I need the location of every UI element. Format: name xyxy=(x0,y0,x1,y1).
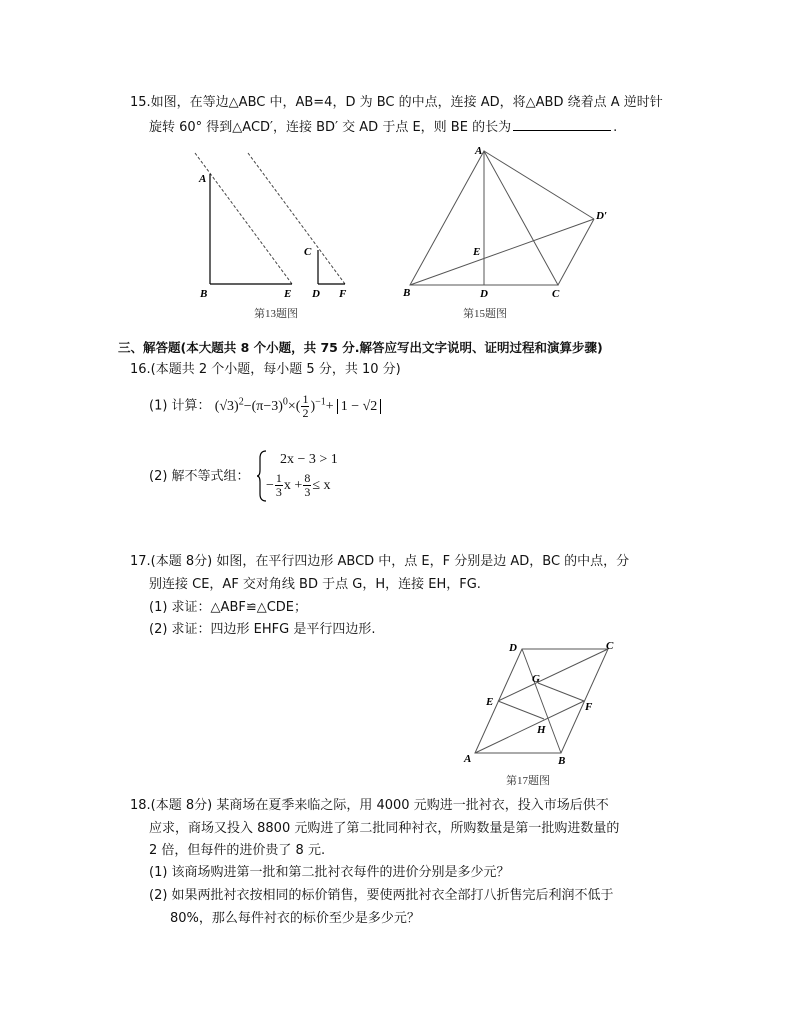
fig17-label-b: B xyxy=(558,755,566,767)
figure-17 xyxy=(460,640,625,770)
q16-inequality-1: 2x − 3 > 1 xyxy=(280,452,338,467)
fig17-label-a: A xyxy=(464,753,472,765)
fig17-segment-fg xyxy=(538,683,584,701)
q17-line1: 17.(本题 8分) 如图，在平行四边形 ABCD 中，点 E，F 分别是边 AD，BC 的中点，分 xyxy=(130,554,630,569)
fig15-label-a: A xyxy=(475,145,483,157)
q16-ineq2-leq-x: ≤ x xyxy=(312,478,331,493)
fig13-label-d: D xyxy=(312,288,320,300)
fig17-segment-af xyxy=(475,701,584,753)
q15-line2-end: . xyxy=(613,120,618,135)
fig17-label-h: H xyxy=(537,724,546,736)
q16-p1-pi-term: −(π−3) xyxy=(243,398,283,414)
q16-p1-frac-num: 1 xyxy=(302,391,309,406)
fig13-dashed-line-2 xyxy=(248,153,345,284)
fig17-segment-eh xyxy=(498,701,544,719)
q16-ineq2-frac2 xyxy=(303,472,311,499)
q16-part2-label: (2) 解不等式组： xyxy=(149,469,250,484)
q16-p1-abs: 1 − √2 xyxy=(337,399,382,414)
fig13-label-a: A xyxy=(199,173,207,185)
q16-ineq2-frac2-num: 8 xyxy=(304,471,311,486)
q16-ineq2-x-plus: x + xyxy=(283,478,303,493)
q17-line2: 别连接 CE，AF 交对角线 BD 于点 G，H，连接 EH，FG. xyxy=(149,577,481,592)
fig13-caption: 第13题图 xyxy=(254,308,298,320)
q16-ineq2-frac2-den: 3 xyxy=(304,485,311,500)
q18-part2-line2: 80%，那么每件衬衣的标价至少是多少元？ xyxy=(170,911,420,926)
q18-part1: (1) 该商场购进第一批和第二批衬衣每件的进价分别是多少元？ xyxy=(149,865,510,880)
q16-title: 16.(本题共 2 个小题，每小题 5 分，共 10 分) xyxy=(130,362,401,377)
fig17-label-f: F xyxy=(585,701,593,713)
q16-p1-exp-neg1: −1 xyxy=(315,396,326,407)
q18-line3: 2 倍，但每件的进价贵了 8 元. xyxy=(149,843,326,858)
q15-answer-blank xyxy=(513,118,611,131)
q16-ineq2-frac1 xyxy=(275,472,283,499)
fig15-label-dprime: D′ xyxy=(596,210,608,222)
q16-ineq2-frac1-num: 1 xyxy=(275,471,282,486)
fig15-segment-cd-prime xyxy=(558,219,594,285)
q16-p1-frac-den: 2 xyxy=(302,405,309,420)
fig13-label-e: E xyxy=(284,288,292,300)
fig17-label-c: C xyxy=(606,640,614,652)
q16-p1-close: ) xyxy=(310,398,316,414)
fig17-label-g: G xyxy=(532,673,540,685)
q15-line1: 15.如图，在等边△ABC 中，AB=4，D 为 BC 的中点，连接 AD，将△ABD 绕着点 A 逆时针 xyxy=(130,95,663,110)
fig15-caption: 第15题图 xyxy=(463,308,507,320)
fig15-segment-bd-prime xyxy=(410,219,594,285)
q16-ineq2-frac1-den: 3 xyxy=(275,485,282,500)
fig15-label-d: D xyxy=(480,288,488,300)
q18-line2: 应求，商场又投入 8800 元购进了第二批同种衬衣，所购数量是第一批购进数量的 xyxy=(149,821,620,836)
q16-part1-expression xyxy=(214,391,382,420)
q15-line2-text: 旋转 60° 得到△ACD′，连接 BD′ 交 AD 于点 E，则 BE 的长为 xyxy=(149,120,512,135)
fig15-label-e: E xyxy=(473,246,481,258)
q16-part1 xyxy=(149,384,381,420)
q17-part1: (1) 求证：△ABF≌△CDE； xyxy=(149,600,308,615)
q16-p1-exp-0: 0 xyxy=(282,396,288,407)
fig13-label-f: F xyxy=(339,288,347,300)
q18-line1: 18.(本题 8分) 某商场在夏季来临之际，用 4000 元购进一批衬衣，投入市场后供不 xyxy=(130,798,609,813)
q17-part2: (2) 求证：四边形 EHFG 是平行四边形. xyxy=(149,622,376,637)
q16-part1-label: (1) 计算： xyxy=(149,398,211,414)
q16-ineq2-minus: − xyxy=(266,478,274,493)
fig17-label-e: E xyxy=(486,696,494,708)
figure-13 xyxy=(190,148,360,298)
q15-line2 xyxy=(149,118,617,136)
fig15-label-c: C xyxy=(552,288,560,300)
fig15-segment-ad-prime xyxy=(484,151,594,219)
fig17-caption: 第17题图 xyxy=(506,775,550,787)
figure-15 xyxy=(398,145,628,300)
q16-p1-times: ×( xyxy=(287,398,301,414)
fig13-label-c: C xyxy=(304,246,312,258)
q16-inequality-2 xyxy=(266,470,331,502)
fig17-label-d: D xyxy=(509,642,517,654)
q16-p1-exp-2: 2 xyxy=(238,396,244,407)
q16-p1-plus: + xyxy=(325,398,334,414)
fig17-segment-ce xyxy=(498,649,608,701)
q16-p1-fraction xyxy=(301,393,309,420)
section-3-heading: 三、解答题(本大题共 8 个小题，共 75 分.解答应写出文字说明、证明过程和演算步骤) xyxy=(118,340,603,355)
q18-part2-line1: (2) 如果两批衬衣按相同的标价销售，要使两批衬衣全部打八折售完后利润不低于 xyxy=(149,888,614,903)
fig17-diagonal-bd xyxy=(522,649,561,753)
fig15-label-b: B xyxy=(403,287,411,299)
q16-p1-sqrt3: (√3) xyxy=(214,398,239,414)
fig13-label-b: B xyxy=(200,288,208,300)
